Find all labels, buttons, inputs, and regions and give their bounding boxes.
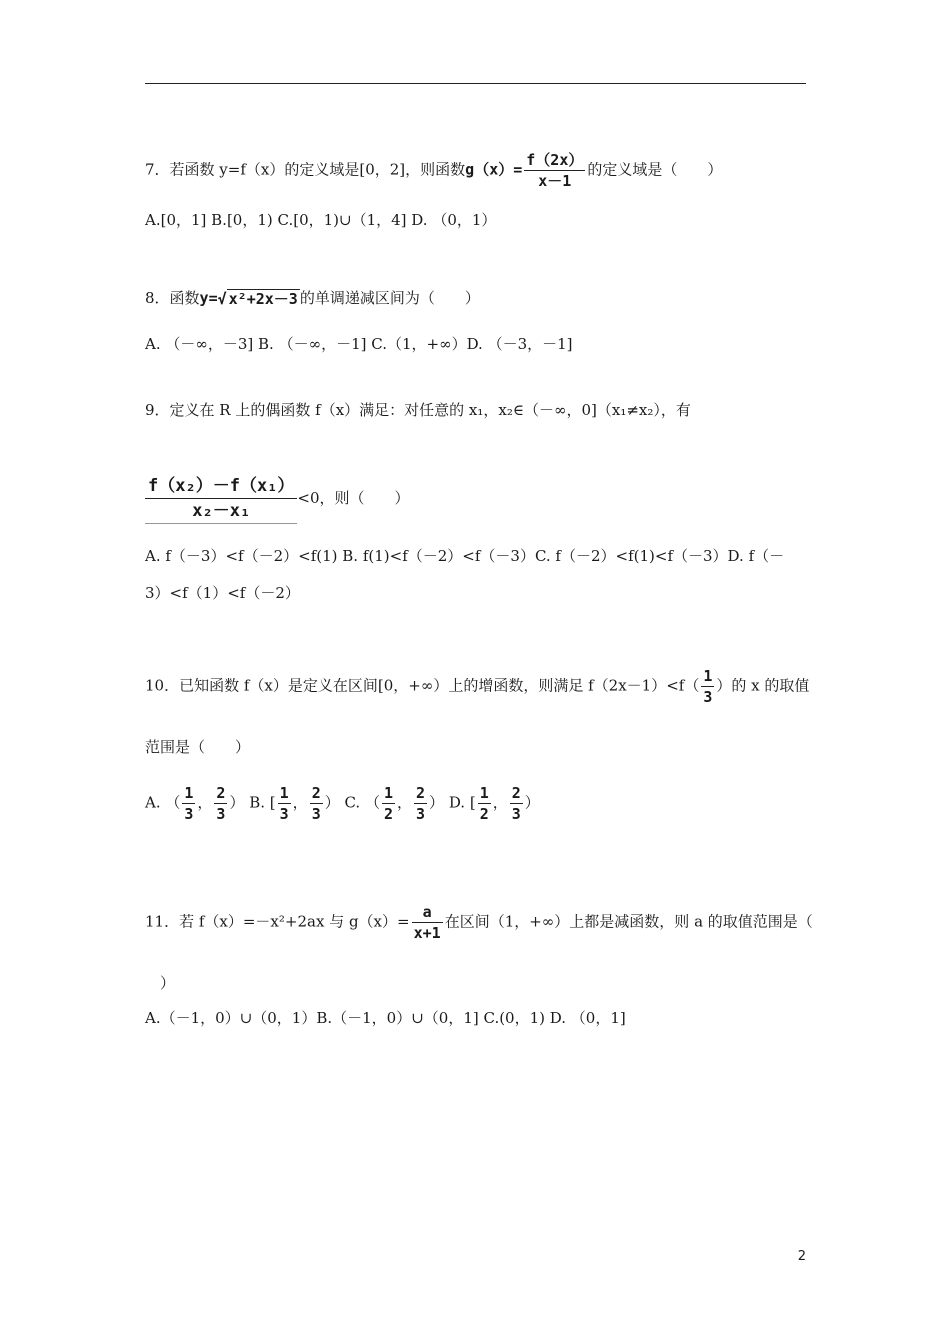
numerator: 2 — [311, 784, 321, 802]
q11-options: A.（－1，0）∪（0，1）B.（－1，0）∪（0，1] C.(0，1) D. （0，1] — [145, 1009, 626, 1027]
numerator: 1 — [184, 784, 194, 802]
q10-option-d-frac1 — [478, 783, 491, 824]
q10-option-b-frac1 — [278, 783, 291, 824]
question-8 — [145, 288, 480, 309]
q8-sqrt — [218, 289, 300, 309]
numerator: 2 — [216, 784, 226, 802]
q10-option-end: ） — [524, 793, 540, 812]
comma: ， — [292, 793, 308, 812]
q8-radicand: x²+2x－3 — [228, 290, 298, 308]
denominator: 3 — [216, 805, 226, 823]
numerator: 1 — [383, 784, 393, 802]
q9-stem-end: <0，则（ ） — [297, 489, 410, 507]
denominator: 3 — [311, 805, 321, 823]
q10-option-c-frac2 — [414, 783, 427, 824]
q10-options — [145, 783, 540, 824]
q7-fraction-denominator: x－1 — [538, 172, 572, 190]
q11-stem-start: 11．若 f（x）=－x²+2ax 与 g（x）= — [145, 912, 410, 931]
q10-option-d-label: ） D. [ — [429, 793, 476, 812]
q10-option-a-frac1 — [182, 783, 195, 824]
denominator: 2 — [479, 805, 489, 823]
q10-option-b-frac2 — [310, 783, 323, 824]
q7-options: A.[0，1] B.[0，1) C.[0，1)∪（1，4] D. （0，1） — [145, 211, 497, 229]
q10-option-a-frac2 — [214, 783, 227, 824]
q7-fraction-numerator: f（2x） — [526, 151, 584, 169]
q11-stem-continued: ） — [160, 974, 176, 992]
q8-options: A. （－∞，－3] B. （－∞，－1] C.（1，+∞）D. （－3，－1] — [145, 335, 573, 353]
comma: ， — [197, 793, 213, 812]
q10-option-b-label: ） B. [ — [229, 793, 276, 812]
numerator: 2 — [511, 784, 521, 802]
q11-stem-end: 在区间（1，+∞）上都是减函数，则 a 的取值范围是（ — [444, 912, 813, 931]
question-7 — [145, 150, 722, 191]
page-number: 2 — [797, 1249, 806, 1264]
q10-fraction-denominator: 3 — [703, 688, 713, 706]
question-11 — [145, 902, 813, 943]
q10-option-c-label: ） C. （ — [324, 793, 380, 812]
q10-fraction — [701, 666, 714, 707]
q8-stem-start: 8．函数 — [145, 289, 200, 307]
q11-fraction-numerator: a — [412, 902, 443, 923]
q9-fraction-numerator: f（x₂）－f（x₁） — [145, 474, 297, 499]
q11-fraction-denominator: x+1 — [413, 924, 441, 942]
q9-fraction — [145, 474, 297, 524]
sqrt-icon: √ — [217, 290, 227, 308]
q8-y-label: y= — [199, 289, 218, 307]
denominator: 3 — [416, 805, 426, 823]
q9-options-line-1: A. f（－3）<f（－2）<f(1) B. f(1)<f（－2）<f（－3）C. f（－2）<f(1)<f（－3）D. f（－ — [145, 547, 785, 565]
comma: ， — [397, 793, 413, 812]
denominator: 3 — [511, 805, 521, 823]
question-10 — [145, 666, 809, 707]
q10-option-a-label: A. （ — [145, 793, 181, 812]
q9-inequality — [145, 474, 410, 524]
q7-stem-end: 的定义域是（ ） — [587, 160, 723, 179]
q10-stem-start: 10．已知函数 f（x）是定义在区间[0，+∞）上的增函数，则满足 f（2x－1）<f（ — [145, 676, 700, 695]
numerator: 1 — [479, 784, 489, 802]
numerator: 1 — [279, 784, 289, 802]
q10-fraction-numerator: 1 — [703, 667, 713, 685]
q11-fraction — [412, 902, 443, 943]
q8-stem-end: 的单调递减区间为（ ） — [299, 289, 480, 307]
q7-stem-start: 7．若函数 y=f（x）的定义域是[0，2]，则函数 — [145, 160, 466, 179]
q7-g-label: g（x）= — [465, 160, 523, 179]
q10-option-c-frac1 — [382, 783, 395, 824]
q10-stem-end: ）的 x 的取值 — [716, 676, 810, 695]
numerator: 2 — [416, 784, 426, 802]
comma: ， — [492, 793, 508, 812]
denominator: 2 — [383, 805, 393, 823]
q9-fraction-denominator: x₂－x₁ — [192, 501, 251, 521]
question-9: 9．定义在 R 上的偶函数 f（x）满足：对任意的 x₁，x₂∈（－∞，0]（x₁≠x₂），有 — [145, 401, 691, 419]
denominator: 3 — [279, 805, 289, 823]
q10-stem-continued: 范围是（ ） — [145, 738, 251, 756]
header-rule — [145, 83, 806, 84]
denominator: 3 — [184, 805, 194, 823]
q10-option-d-frac2 — [510, 783, 523, 824]
q7-fraction — [524, 150, 585, 191]
q9-options-line-2: 3）<f（1）<f（－2） — [145, 584, 300, 602]
